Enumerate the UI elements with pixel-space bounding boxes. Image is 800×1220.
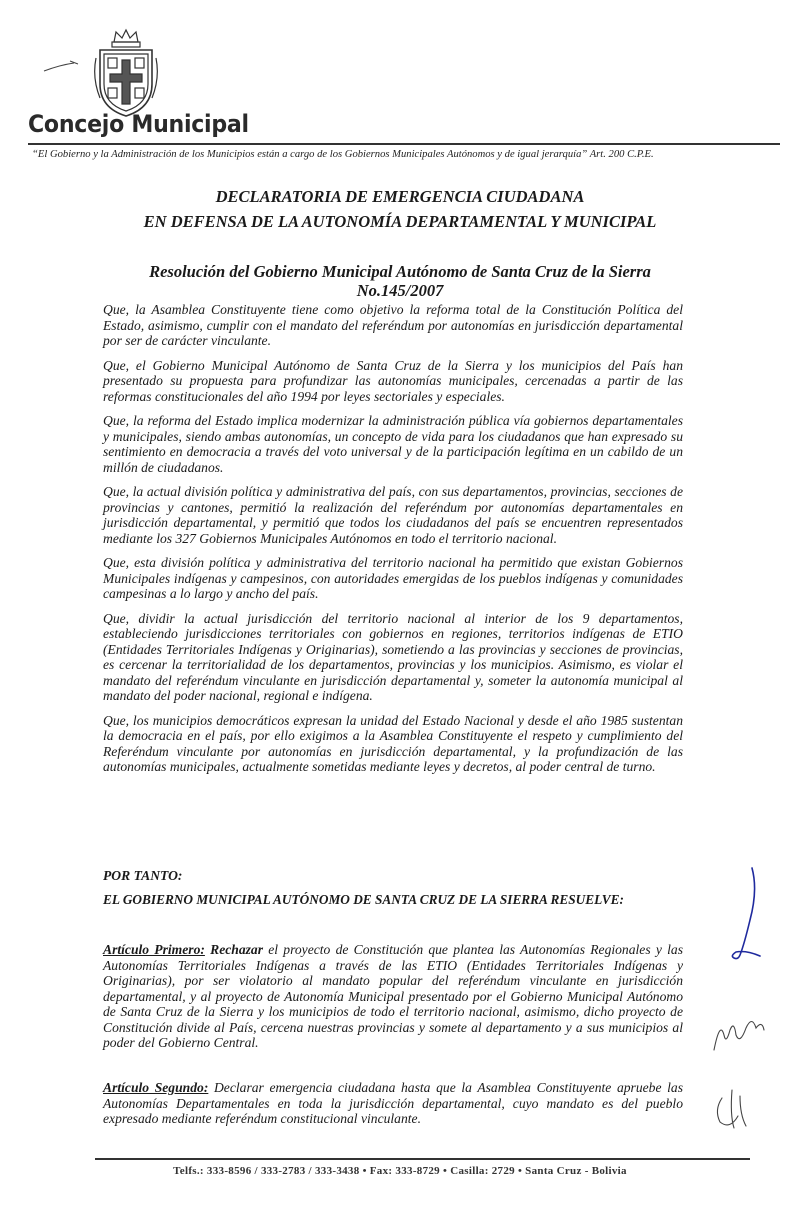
considerations	[103, 302, 683, 784]
article-first-heading: Artículo Primero:	[103, 942, 205, 957]
header-divider	[28, 143, 780, 145]
resolves-statement: EL GOBIERNO MUNICIPAL AUTÓNOMO DE SANTA CRUZ DE LA SIERRA RESUELVE:	[103, 892, 624, 907]
consideration-paragraph: Que, el Gobierno Municipal Autónomo de Santa Cruz de la Sierra y los municipios del País han presentado su propuesta para profundizar las autonomías municipales, cercenadas a partir de las reformas constitucionales del año 1994 por leyes sectoriales y especiales.	[103, 357, 683, 404]
header-motto: “El Gobierno y la Administración de los Municipios están a cargo de los Gobiernos Municipales Autónomos y de igual jerarquía” Art. 200 C.P.E.	[32, 149, 654, 160]
footer-divider	[95, 1158, 750, 1160]
initials-mark-icon	[714, 1022, 764, 1051]
coat-of-arms-icon	[92, 28, 160, 120]
ink-mark-icon	[40, 55, 90, 75]
article-first-text: el proyecto de Constitución que plantea las Autonomías Regionales y las Autonomías Territoriales Indígenas a través de las ETIO (Entidades Territoriales Indígenas y Originarias), por ser violatorio al mandato popular del referéndum vinculante en jurisdicción departamental, y al proyecto de Autonomía Municipal presentado por el Gobierno Municipal Autónomo de Santa Cruz de la Sierra y los municipios de todo el territorio nacional, asimismo, dicho proyecto de Constitución divide al País, cercena nuestras provincias y somete al departamento y a sus municipios al poder del Gobierno Central.	[103, 942, 683, 1050]
organization-name: Concejo Municipal	[28, 110, 249, 138]
footer-contact: Telfs.: 333-8596 / 333-2783 / 333-3438 • Fax: 333-8729 • Casilla: 2729 • Santa Cruz - Bolivia	[173, 1165, 627, 1177]
consideration-paragraph: Que, la actual división política y administrativa del país, con sus departamentos, provincias, secciones de provincias y cantones, permitió la realización del referéndum por autonomías departamentales en jurisdicción departamental, y permitió que todos los ciudadanos del país se encuentren representados mediante los 327 Gobiernos Municipales Autónomos en todo el territorio nacional.	[103, 484, 683, 546]
title-line-1: DECLARATORIA DE EMERGENCIA CIUDADANA	[215, 187, 585, 206]
consideration-paragraph: Que, dividir la actual jurisdicción del territorio nacional al interior de los 9 departamentos, estableciendo jurisdicciones territoriales con gobiernos en regiones, territorios indígenas de ETIO (Entidades Territoriales Indígenas y Originarias), sometiendo a las provincias y secciones de provincias, es cercenar la territorialidad de los departamentos, provincias y los municipios. Asimismo, es violar el mandato del referéndum vinculante en jurisdicción departamental y, someter la autonomía municipal al mandato del poder nacional, regional e indígena.	[103, 610, 683, 703]
resolution-number: No.145/2007	[356, 281, 444, 300]
consideration-paragraph: Que, los municipios democráticos expresan la unidad del Estado Nacional y desde el año 1985 sustentan la democracia en el país, por ello exigimos a la Asamblea Constituyente el respeto y cumplimiento del Referéndum vinculante por autonomías en jurisdicción departamental, y la profundización de las autonomías municipales, actualmente sometidas mediante leyes y decretos, al poder central de turno.	[103, 712, 683, 774]
article-first-verb: Rechazar	[210, 942, 264, 957]
signature-stroke-icon	[732, 868, 760, 959]
article-first	[103, 942, 683, 1051]
consideration-paragraph: Que, esta división política y administrativa del territorio nacional ha permitido que existan Gobiernos Municipales indígenas y campesinos, con autoridades emergidas de los pueblos indígenas y comunidades campesinas a lo largo y ancho del país.	[103, 555, 683, 601]
initials-mark-icon	[717, 1090, 746, 1128]
document-title	[0, 184, 800, 234]
article-second-text: Declarar emergencia ciudadana hasta que la Asamblea Constituyente apruebe las Autonomías Departamentales en toda la jurisdicción departamental, cuyo mandato es del pueblo expresado mediante referéndum constitucional vinculante.	[103, 1080, 683, 1126]
resolution-line-1: Resolución del Gobierno Municipal Autónomo de Santa Cruz de la Sierra	[149, 262, 651, 281]
article-second-heading: Artículo Segundo:	[103, 1080, 209, 1095]
title-line-2: EN DEFENSA DE LA AUTONOMÍA DEPARTAMENTAL Y MUNICIPAL	[143, 212, 657, 231]
article-second	[103, 1080, 683, 1127]
consideration-paragraph: Que, la Asamblea Constituyente tiene como objetivo la reforma total de la Constitución Política del Estado, asimismo, cumplir con el mandato del referéndum por autonomías en jurisdicción departamental por ser de carácter vinculante.	[103, 302, 683, 348]
consideration-paragraph: Que, la reforma del Estado implica modernizar la administración pública vía gobiernos departamentales y municipales, siendo ambas autonomías, un concepto de vida para los ciudadanos que han expresado su sentimiento en democracia a través del voto universal y de la participación legítima en un cabildo de un millón de ciudadanos.	[103, 413, 683, 475]
por-tanto-label: POR TANTO:	[103, 868, 183, 883]
signature-marks	[700, 860, 800, 1150]
resolution-heading	[0, 262, 800, 300]
